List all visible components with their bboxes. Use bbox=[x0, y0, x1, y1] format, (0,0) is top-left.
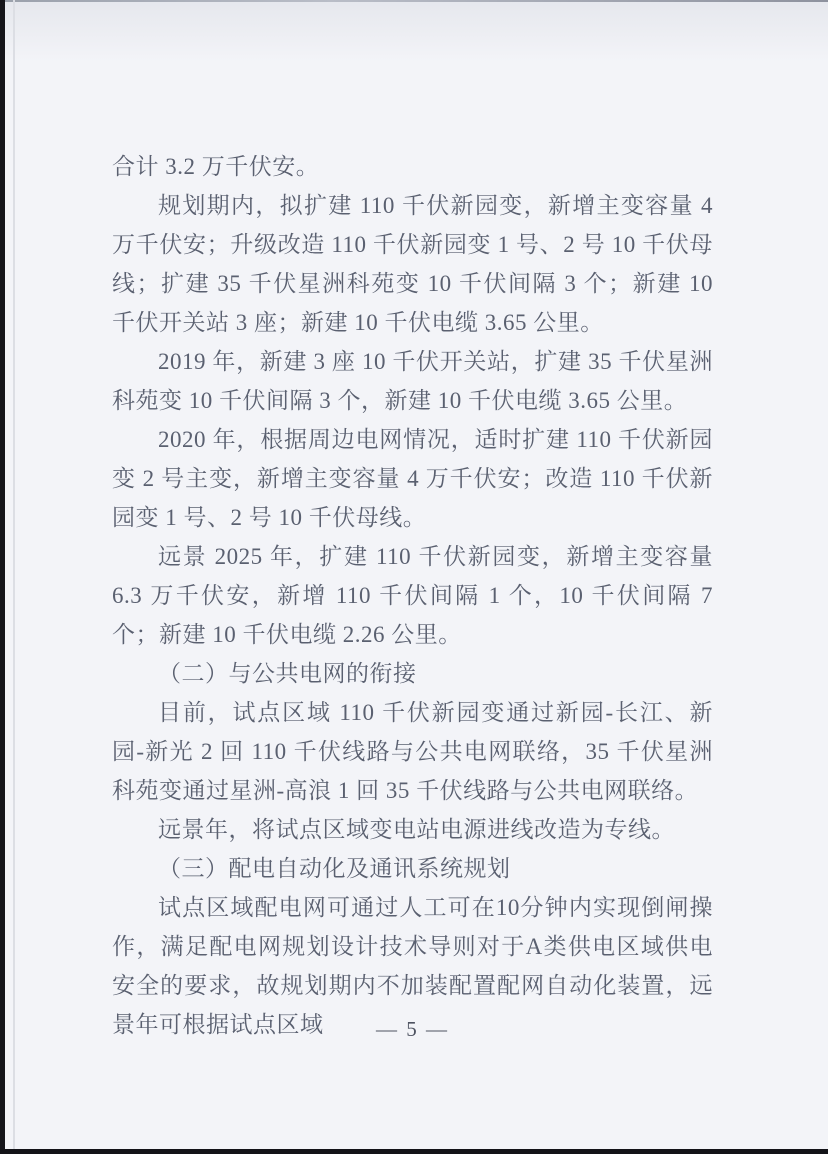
scan-crease-line bbox=[13, 0, 15, 1154]
scan-top-shadow bbox=[0, 2, 828, 62]
section-heading-2: （二）与公共电网的衔接 bbox=[158, 661, 417, 686]
paragraph: 远景年，将试点区域变电站电源进线改造为专线。 bbox=[158, 817, 675, 842]
paragraph: 试点区域配电网可通过人工可在10分钟内实现倒闸操作，满足配电网规划设计技术导则对于A类供电区域供电安全的要求，故规划期内不加装配置配网自动化装置，远景年可根据试点区域 bbox=[112, 895, 713, 1037]
scan-top-edge bbox=[0, 0, 828, 2]
paragraph: 2020 年，根据周边电网情况，适时扩建 110 千伏新园变 2 号主变，新增主变容量 4 万千伏安；改造 110 千伏新园变 1 号、2 号 10 千伏母线。 bbox=[112, 427, 713, 530]
page-number: — 5 — bbox=[376, 1017, 449, 1041]
scan-bottom-edge bbox=[0, 1149, 828, 1154]
paragraph: 目前，试点区域 110 千伏新园变通过新园-长江、新园-新光 2 回 110 千伏线路与公共电网联络，35 千伏星洲科苑变通过星洲-高浪 1 回 35 千伏线路与公共电网联络。 bbox=[112, 700, 713, 803]
section-heading-3: （三）配电自动化及通讯系统规划 bbox=[158, 856, 511, 881]
paragraph: 2019 年，新建 3 座 10 千伏开关站，扩建 35 千伏星洲科苑变 10 千伏间隔 3 个，新建 10 千伏电缆 3.65 公里。 bbox=[112, 349, 713, 413]
document-text-block bbox=[112, 147, 713, 1044]
paragraph-continuation: 合计 3.2 万千伏安。 bbox=[112, 154, 320, 179]
paragraph: 远景 2025 年，扩建 110 千伏新园变，新增主变容量 6.3 万千伏安，新增 110 千伏间隔 1 个，10 千伏间隔 7 个；新建 10 千伏电缆 2.26 公里。 bbox=[112, 544, 713, 647]
paragraph: 规划期内，拟扩建 110 千伏新园变，新增主变容量 4 万千伏安；升级改造 110 千伏新园变 1 号、2 号 10 千伏母线；扩建 35 千伏星洲科苑变 10 千伏间隔 3 个；新建 10 千伏开关站 3 座；新建 10 千伏电缆 3.65 公里。 bbox=[112, 193, 713, 335]
scan-left-edge bbox=[0, 0, 5, 1154]
